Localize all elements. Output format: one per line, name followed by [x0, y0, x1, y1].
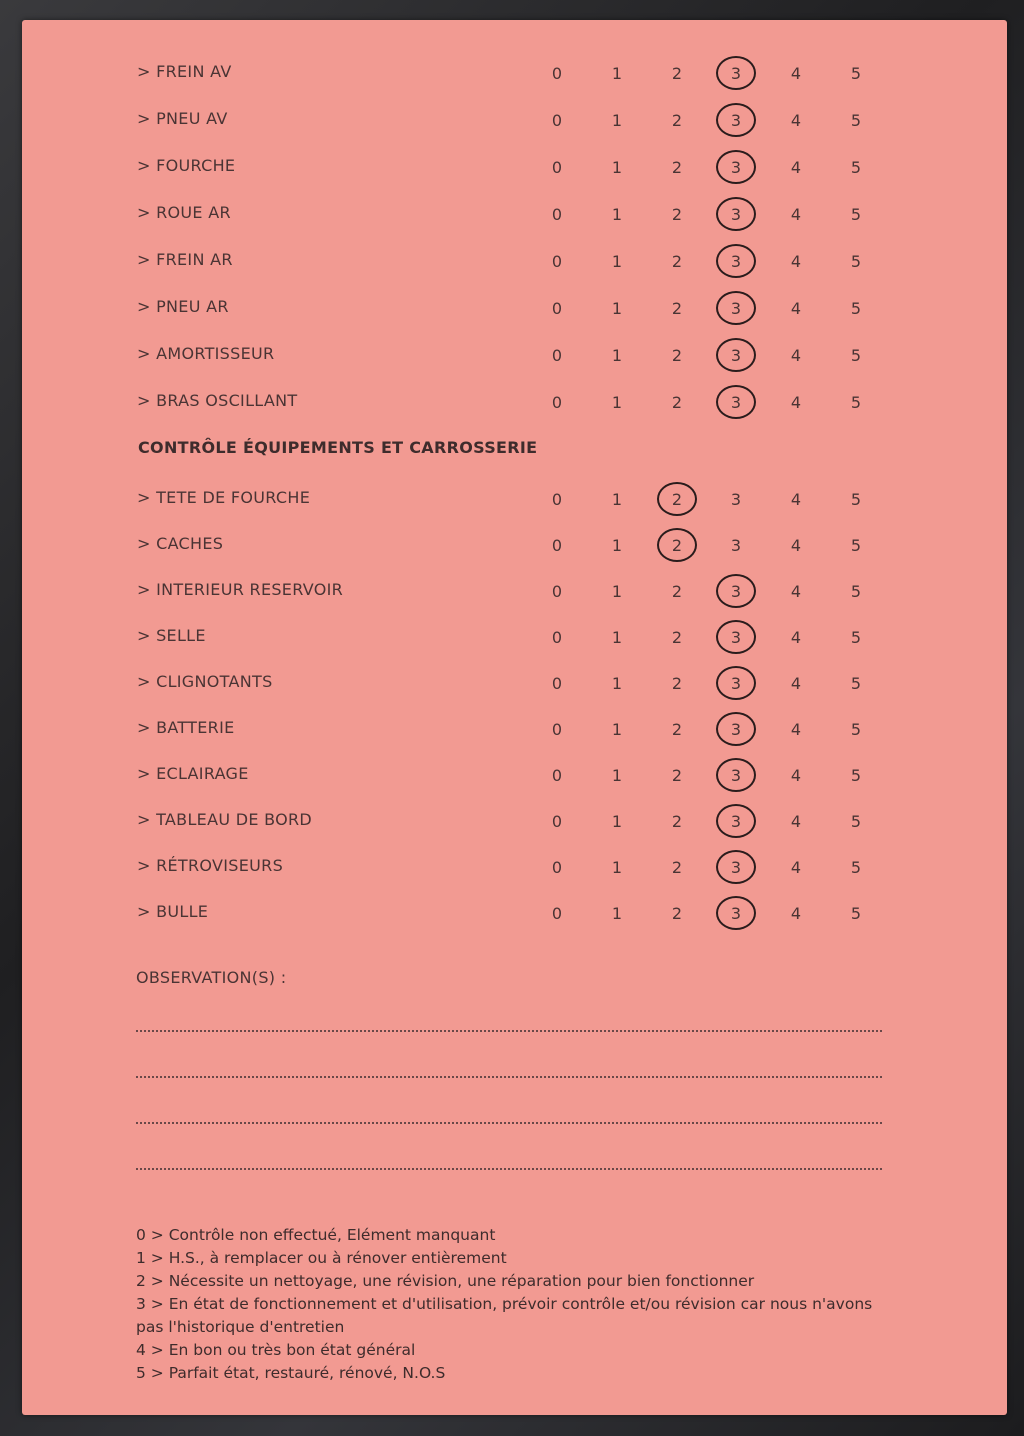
- score-option[interactable]: 2: [671, 674, 683, 693]
- checklist-row: [22, 199, 1007, 229]
- score-option[interactable]: 0: [551, 346, 563, 365]
- score-option[interactable]: 2: [671, 111, 683, 130]
- score-option[interactable]: 1: [611, 536, 623, 555]
- score-option[interactable]: 5: [850, 720, 862, 739]
- score-option[interactable]: 2: [671, 205, 683, 224]
- score-option[interactable]: 5: [850, 490, 862, 509]
- score-option[interactable]: 4: [790, 858, 802, 877]
- score-option[interactable]: 1: [611, 205, 623, 224]
- score-selected[interactable]: 3: [716, 628, 756, 647]
- score-option[interactable]: 4: [790, 812, 802, 831]
- score-option[interactable]: 0: [551, 858, 563, 877]
- score-option[interactable]: 1: [611, 582, 623, 601]
- observation-line[interactable]: [136, 1076, 882, 1078]
- item-label: > FOURCHE: [137, 156, 236, 175]
- score-option[interactable]: 0: [551, 490, 563, 509]
- score-option[interactable]: 5: [850, 346, 862, 365]
- score-option[interactable]: 0: [551, 158, 563, 177]
- score-option[interactable]: 2: [671, 766, 683, 785]
- checklist-row: [22, 58, 1007, 88]
- item-label: > INTERIEUR RESERVOIR: [137, 580, 344, 599]
- checklist-row: [22, 293, 1007, 323]
- score-option[interactable]: 4: [790, 582, 802, 601]
- score-option[interactable]: 0: [551, 205, 563, 224]
- score-selected[interactable]: 2: [657, 536, 697, 555]
- item-label: > BATTERIE: [137, 718, 235, 737]
- score-selected[interactable]: 3: [716, 346, 756, 365]
- score-option[interactable]: 4: [790, 490, 802, 509]
- score-option[interactable]: 0: [551, 812, 563, 831]
- score-option[interactable]: 3: [730, 490, 742, 509]
- score-option[interactable]: 4: [790, 346, 802, 365]
- observation-line[interactable]: [136, 1122, 882, 1124]
- item-label: > TABLEAU DE BORD: [137, 810, 313, 829]
- score-option[interactable]: 1: [611, 490, 623, 509]
- checklist-row: [22, 387, 1007, 417]
- score-selected[interactable]: 3: [716, 64, 756, 83]
- legend-item: 4 > En bon ou très bon état général: [136, 1341, 416, 1359]
- item-label: > BRAS OSCILLANT: [137, 391, 298, 410]
- score-option[interactable]: 2: [671, 299, 683, 318]
- score-option[interactable]: 5: [850, 904, 862, 923]
- score-option[interactable]: 1: [611, 64, 623, 83]
- score-option[interactable]: 5: [850, 111, 862, 130]
- score-option[interactable]: 1: [611, 858, 623, 877]
- score-selected[interactable]: 3: [716, 111, 756, 130]
- score-option[interactable]: 2: [671, 720, 683, 739]
- score-option[interactable]: 4: [790, 393, 802, 412]
- checklist-row: [22, 668, 1007, 698]
- score-option[interactable]: 2: [671, 628, 683, 647]
- score-selected[interactable]: 3: [716, 904, 756, 923]
- item-label: > TETE DE FOURCHE: [137, 488, 311, 507]
- checklist-row: [22, 806, 1007, 836]
- score-option[interactable]: 4: [790, 536, 802, 555]
- score-option[interactable]: 4: [790, 158, 802, 177]
- legend-item: 5 > Parfait état, restauré, rénové, N.O.S: [136, 1364, 446, 1382]
- score-option[interactable]: 0: [551, 904, 563, 923]
- score-option[interactable]: 1: [611, 393, 623, 412]
- score-selected[interactable]: 3: [716, 582, 756, 601]
- score-option[interactable]: 5: [850, 812, 862, 831]
- score-option[interactable]: 2: [671, 904, 683, 923]
- item-label: > SELLE: [137, 626, 206, 645]
- observation-line[interactable]: [136, 1030, 882, 1032]
- score-option[interactable]: 4: [790, 628, 802, 647]
- item-label: > AMORTISSEUR: [137, 344, 275, 363]
- item-label: > ECLAIRAGE: [137, 764, 249, 783]
- score-option[interactable]: 1: [611, 111, 623, 130]
- item-label: > PNEU AV: [137, 109, 228, 128]
- score-option[interactable]: 1: [611, 904, 623, 923]
- score-option[interactable]: 5: [850, 858, 862, 877]
- checklist-row: [22, 105, 1007, 135]
- score-option[interactable]: 0: [551, 766, 563, 785]
- score-selected[interactable]: 3: [716, 674, 756, 693]
- score-option[interactable]: 2: [671, 393, 683, 412]
- item-label: > FREIN AR: [137, 250, 233, 269]
- section-title: CONTRÔLE ÉQUIPEMENTS ET CARROSSERIE: [138, 438, 538, 457]
- score-selected[interactable]: 3: [716, 205, 756, 224]
- score-option[interactable]: 0: [551, 252, 563, 271]
- score-option[interactable]: 0: [551, 582, 563, 601]
- score-option[interactable]: 1: [611, 674, 623, 693]
- legend-item: 3 > En état de fonctionnement et d'utilisation, prévoir contrôle et/ou révision car nous n'avons pas l'historique d'entretien: [136, 1295, 873, 1336]
- score-option[interactable]: 4: [790, 904, 802, 923]
- score-selected[interactable]: 3: [716, 858, 756, 877]
- score-option[interactable]: 5: [850, 536, 862, 555]
- legend-item: 2 > Nécessite un nettoyage, une révision, une réparation pour bien fonctionner: [136, 1272, 755, 1290]
- item-label: > FREIN AV: [137, 62, 232, 81]
- score-option[interactable]: 0: [551, 64, 563, 83]
- score-option[interactable]: 5: [850, 628, 862, 647]
- score-option[interactable]: 2: [671, 858, 683, 877]
- score-option[interactable]: 0: [551, 720, 563, 739]
- score-option[interactable]: 1: [611, 346, 623, 365]
- score-option[interactable]: 0: [551, 393, 563, 412]
- checklist-row: [22, 530, 1007, 560]
- item-label: > BULLE: [137, 902, 209, 921]
- score-option[interactable]: 0: [551, 628, 563, 647]
- score-option[interactable]: 5: [850, 393, 862, 412]
- score-option[interactable]: 5: [850, 674, 862, 693]
- score-option[interactable]: 5: [850, 158, 862, 177]
- score-option[interactable]: 0: [551, 536, 563, 555]
- legend: [136, 1224, 896, 1385]
- checklist-row: [22, 622, 1007, 652]
- score-option[interactable]: 5: [850, 766, 862, 785]
- score-option[interactable]: 3: [730, 536, 742, 555]
- observations-title: OBSERVATION(S) :: [136, 968, 287, 987]
- score-option[interactable]: 2: [671, 158, 683, 177]
- item-label: > PNEU AR: [137, 297, 229, 316]
- score-selected[interactable]: 3: [716, 252, 756, 271]
- score-selected[interactable]: 3: [716, 812, 756, 831]
- item-label: > ROUE AR: [137, 203, 231, 222]
- score-option[interactable]: 1: [611, 252, 623, 271]
- score-option[interactable]: 4: [790, 299, 802, 318]
- score-option[interactable]: 4: [790, 205, 802, 224]
- score-selected[interactable]: 3: [716, 393, 756, 412]
- score-option[interactable]: 4: [790, 766, 802, 785]
- score-option[interactable]: 2: [671, 346, 683, 365]
- item-label: > CACHES: [137, 534, 224, 553]
- score-selected[interactable]: 3: [716, 299, 756, 318]
- legend-item: 0 > Contrôle non effectué, Elément manquant: [136, 1226, 496, 1244]
- score-selected[interactable]: 2: [657, 490, 697, 509]
- score-option[interactable]: 1: [611, 812, 623, 831]
- score-option[interactable]: 0: [551, 674, 563, 693]
- score-option[interactable]: 4: [790, 674, 802, 693]
- checklist-row: [22, 898, 1007, 928]
- score-option[interactable]: 2: [671, 812, 683, 831]
- score-selected[interactable]: 3: [716, 720, 756, 739]
- score-option[interactable]: 4: [790, 252, 802, 271]
- score-option[interactable]: 2: [671, 252, 683, 271]
- score-option[interactable]: 0: [551, 299, 563, 318]
- item-label: > CLIGNOTANTS: [137, 672, 273, 691]
- score-option[interactable]: 2: [671, 582, 683, 601]
- checklist-row: [22, 152, 1007, 182]
- checklist-row: [22, 340, 1007, 370]
- checklist-row: [22, 484, 1007, 514]
- score-option[interactable]: 5: [850, 252, 862, 271]
- score-option[interactable]: 4: [790, 64, 802, 83]
- checklist-row: [22, 852, 1007, 882]
- score-selected[interactable]: 3: [716, 158, 756, 177]
- score-option[interactable]: 5: [850, 64, 862, 83]
- inspection-sheet: [22, 20, 1007, 1415]
- score-option[interactable]: 5: [850, 299, 862, 318]
- score-option[interactable]: 2: [671, 64, 683, 83]
- score-option[interactable]: 1: [611, 158, 623, 177]
- score-option[interactable]: 1: [611, 299, 623, 318]
- legend-item: 1 > H.S., à remplacer ou à rénover entièrement: [136, 1249, 507, 1267]
- score-option[interactable]: 4: [790, 720, 802, 739]
- score-option[interactable]: 4: [790, 111, 802, 130]
- score-option[interactable]: 1: [611, 720, 623, 739]
- score-selected[interactable]: 3: [716, 766, 756, 785]
- item-label: > RÉTROVISEURS: [137, 856, 284, 875]
- score-option[interactable]: 1: [611, 628, 623, 647]
- checklist-row: [22, 246, 1007, 276]
- checklist-row: [22, 576, 1007, 606]
- score-option[interactable]: 1: [611, 766, 623, 785]
- score-option[interactable]: 0: [551, 111, 563, 130]
- checklist-row: [22, 714, 1007, 744]
- checklist-row: [22, 760, 1007, 790]
- score-option[interactable]: 5: [850, 582, 862, 601]
- observation-line[interactable]: [136, 1168, 882, 1170]
- score-option[interactable]: 5: [850, 205, 862, 224]
